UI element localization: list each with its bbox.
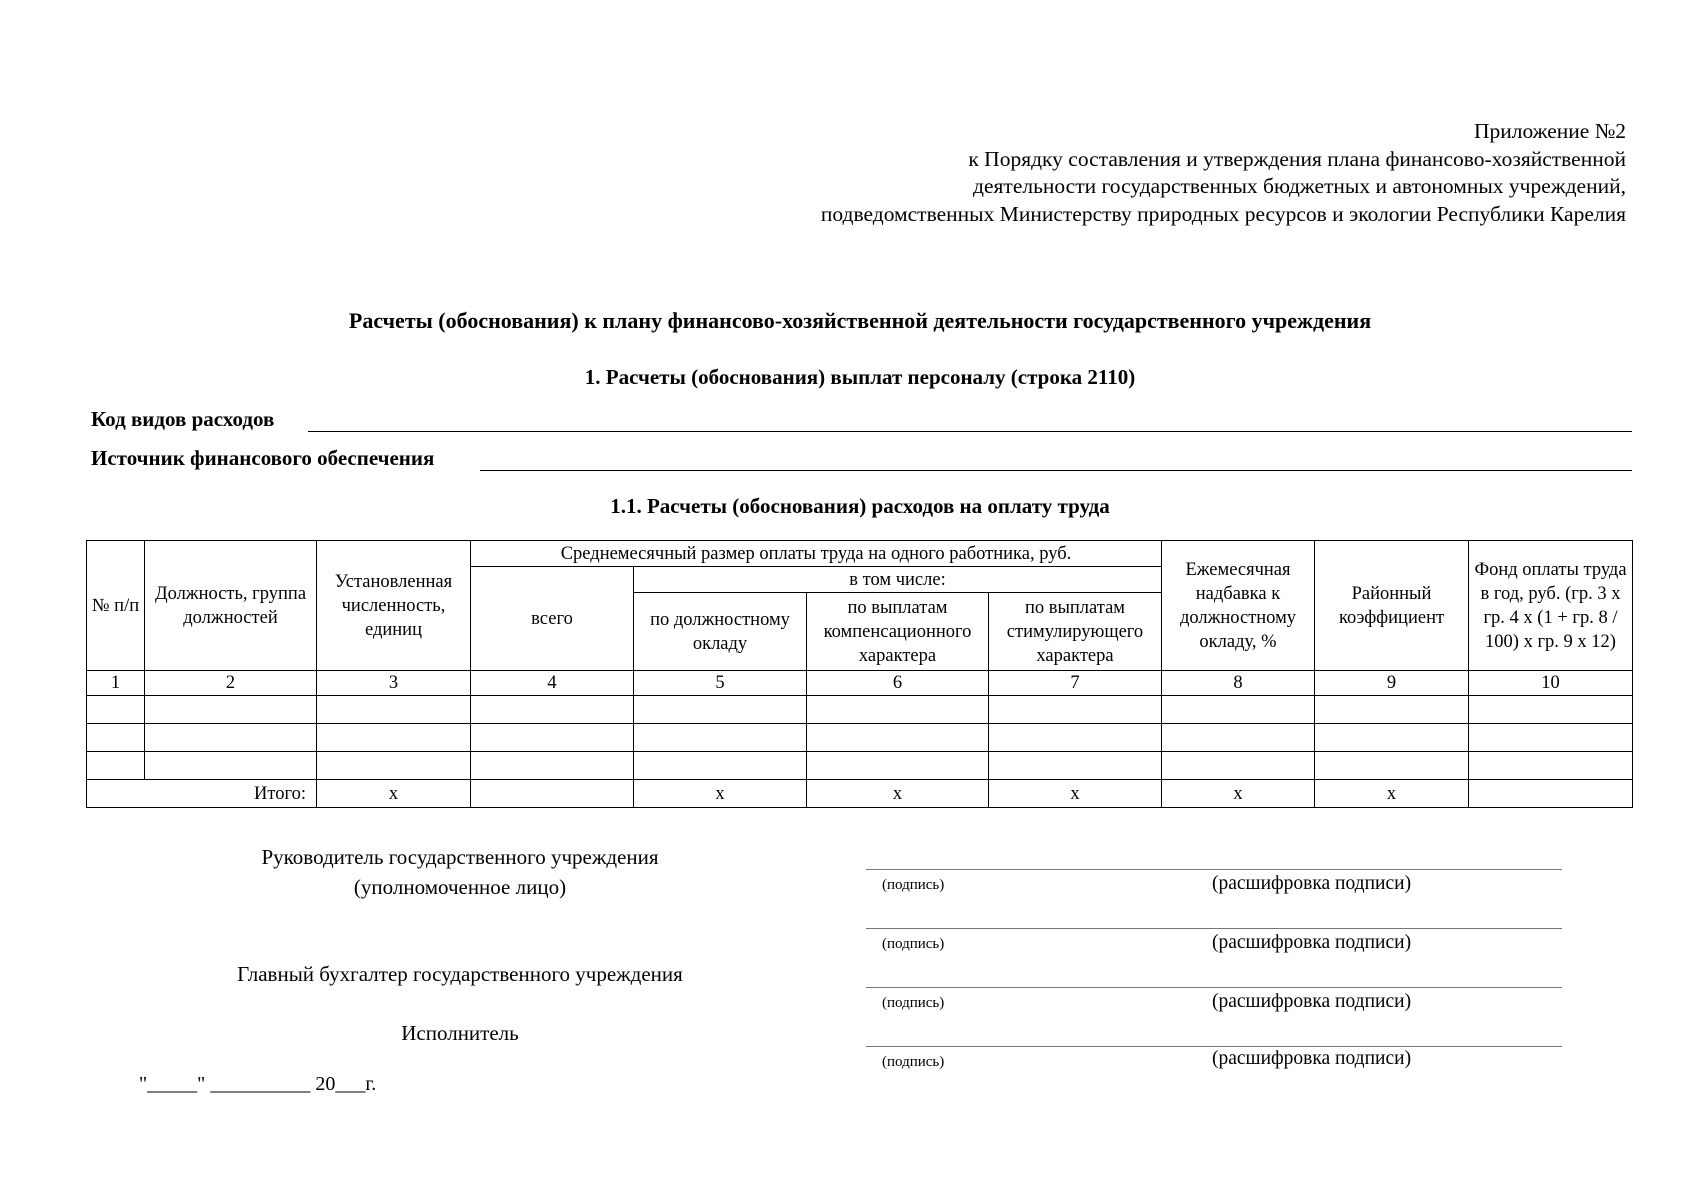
- header-avg-monthly: Среднемесячный размер оплаты труда на одного работника, руб.: [471, 541, 1162, 567]
- table-cell[interactable]: [807, 752, 989, 780]
- table-row: [87, 752, 1633, 780]
- table-cell[interactable]: [1469, 696, 1633, 724]
- total-regional-coef: x: [1315, 780, 1469, 808]
- table-cell[interactable]: [807, 696, 989, 724]
- table-row: [87, 724, 1633, 752]
- signature-hint: (подпись): [882, 995, 945, 1011]
- table-cell[interactable]: [87, 752, 145, 780]
- header-position: Должность, группа должностей: [145, 541, 317, 671]
- column-number: 5: [634, 671, 807, 696]
- column-number: 6: [807, 671, 989, 696]
- column-number: 7: [989, 671, 1162, 696]
- document-title: Расчеты (обоснования) к плану финансово-хозяйственной деятельности государственного учреждения: [348, 308, 1372, 333]
- total-sum[interactable]: [471, 780, 634, 808]
- table-cell[interactable]: [145, 724, 317, 752]
- column-number: 10: [1469, 671, 1633, 696]
- total-annual-fund[interactable]: [1469, 780, 1633, 808]
- column-numbers-row: [87, 671, 1633, 696]
- table-cell[interactable]: [807, 724, 989, 752]
- date-field[interactable]: "_____" __________ 20___г.: [139, 1073, 377, 1095]
- column-number: 9: [1315, 671, 1469, 696]
- table-cell[interactable]: [145, 752, 317, 780]
- total-by-incentive: x: [989, 780, 1162, 808]
- funding-source-label: Источник финансового обеспечения: [91, 446, 435, 470]
- header-by-incentive: по выплатам стимулирующего характера: [989, 593, 1162, 671]
- table-cell[interactable]: [1315, 696, 1469, 724]
- appendix-line-2: к Порядку составления и утверждения плана финансово-хозяйственной: [968, 146, 1626, 171]
- signature-decode-hint: (расшифровка подписи): [1212, 932, 1412, 953]
- column-number: 3: [317, 671, 471, 696]
- authorized-person-label: (уполномоченное лицо): [353, 875, 567, 899]
- signature-hint: (подпись): [882, 936, 945, 952]
- header-annual-fund: Фонд оплаты труда в год, руб. (гр. 3 х гр. 4 х (1 + гр. 8 / 100) х гр. 9 х 12): [1469, 541, 1633, 671]
- appendix-line-3: деятельности государственных бюджетных и автономных учреждений,: [973, 174, 1626, 198]
- total-monthly-bonus: x: [1162, 780, 1315, 808]
- table-cell[interactable]: [634, 724, 807, 752]
- signature-decode-hint: (расшифровка подписи): [1212, 1048, 1412, 1069]
- head-label: Руководитель государственного учреждения: [261, 845, 659, 869]
- table-cell[interactable]: [317, 696, 471, 724]
- signature-hint: (подпись): [882, 1054, 945, 1070]
- table-row: [87, 696, 1633, 724]
- signature-decode-hint: (расшифровка подписи): [1212, 991, 1412, 1012]
- table-cell[interactable]: [145, 696, 317, 724]
- total-headcount: x: [317, 780, 471, 808]
- table-cell[interactable]: [989, 752, 1162, 780]
- header-total: всего: [471, 567, 634, 671]
- table-cell[interactable]: [1315, 724, 1469, 752]
- column-number: 8: [1162, 671, 1315, 696]
- appendix-line-4: подведомственных Министерству природных ресурсов и экологии Республики Карелия: [820, 201, 1626, 226]
- executor-label: Исполнитель: [401, 1021, 519, 1045]
- table-cell[interactable]: [634, 696, 807, 724]
- header-num: № п/п: [87, 541, 145, 671]
- appendix-header: [821, 118, 1626, 228]
- table-cell[interactable]: [87, 724, 145, 752]
- header-by-compensation: по выплатам компенсационного характера: [807, 593, 989, 671]
- signature-line[interactable]: [866, 928, 1562, 929]
- table-cell[interactable]: [1315, 752, 1469, 780]
- table-cell[interactable]: [1162, 696, 1315, 724]
- table-cell[interactable]: [471, 696, 634, 724]
- section-heading: 1. Расчеты (обоснования) выплат персоналу (строка 2110): [584, 365, 1136, 389]
- subsection-heading: 1.1. Расчеты (обоснования) расходов на оплату труда: [610, 494, 1110, 518]
- table-cell[interactable]: [989, 724, 1162, 752]
- total-by-salary: x: [634, 780, 807, 808]
- total-label: Итого:: [87, 780, 317, 808]
- column-number: 4: [471, 671, 634, 696]
- signature-line[interactable]: [866, 1046, 1562, 1047]
- header-headcount: Установленная численность, единиц: [317, 541, 471, 671]
- table-cell[interactable]: [1469, 752, 1633, 780]
- header-monthly-bonus: Ежемесячная надбавка к должностному окладу, %: [1162, 541, 1315, 671]
- table-cell[interactable]: [1469, 724, 1633, 752]
- table-cell[interactable]: [317, 724, 471, 752]
- appendix-number: Приложение №2: [1473, 119, 1626, 143]
- table-cell[interactable]: [471, 724, 634, 752]
- header-by-salary: по должностному окладу: [634, 593, 807, 671]
- payroll-table: [86, 540, 1633, 808]
- header-including: в том числе:: [634, 567, 1162, 593]
- column-number: 2: [145, 671, 317, 696]
- chief-accountant-label: Главный бухгалтер государственного учреждения: [237, 962, 683, 986]
- table-cell[interactable]: [317, 752, 471, 780]
- expense-code-label: Код видов расходов: [91, 407, 275, 431]
- table-cell[interactable]: [1162, 724, 1315, 752]
- signature-line[interactable]: [866, 987, 1562, 988]
- column-number: 1: [87, 671, 145, 696]
- table-cell[interactable]: [634, 752, 807, 780]
- funding-source-field[interactable]: [480, 470, 1632, 471]
- total-row: [87, 780, 1633, 808]
- total-by-compensation: x: [807, 780, 989, 808]
- signature-decode-hint: (расшифровка подписи): [1212, 873, 1412, 894]
- signature-hint: (подпись): [882, 877, 945, 893]
- table-cell[interactable]: [1162, 752, 1315, 780]
- table-cell[interactable]: [87, 696, 145, 724]
- signature-line[interactable]: [866, 869, 1562, 870]
- table-cell[interactable]: [471, 752, 634, 780]
- expense-code-field[interactable]: [308, 431, 1632, 432]
- table-cell[interactable]: [989, 696, 1162, 724]
- header-regional-coef: Районный коэффициент: [1315, 541, 1469, 671]
